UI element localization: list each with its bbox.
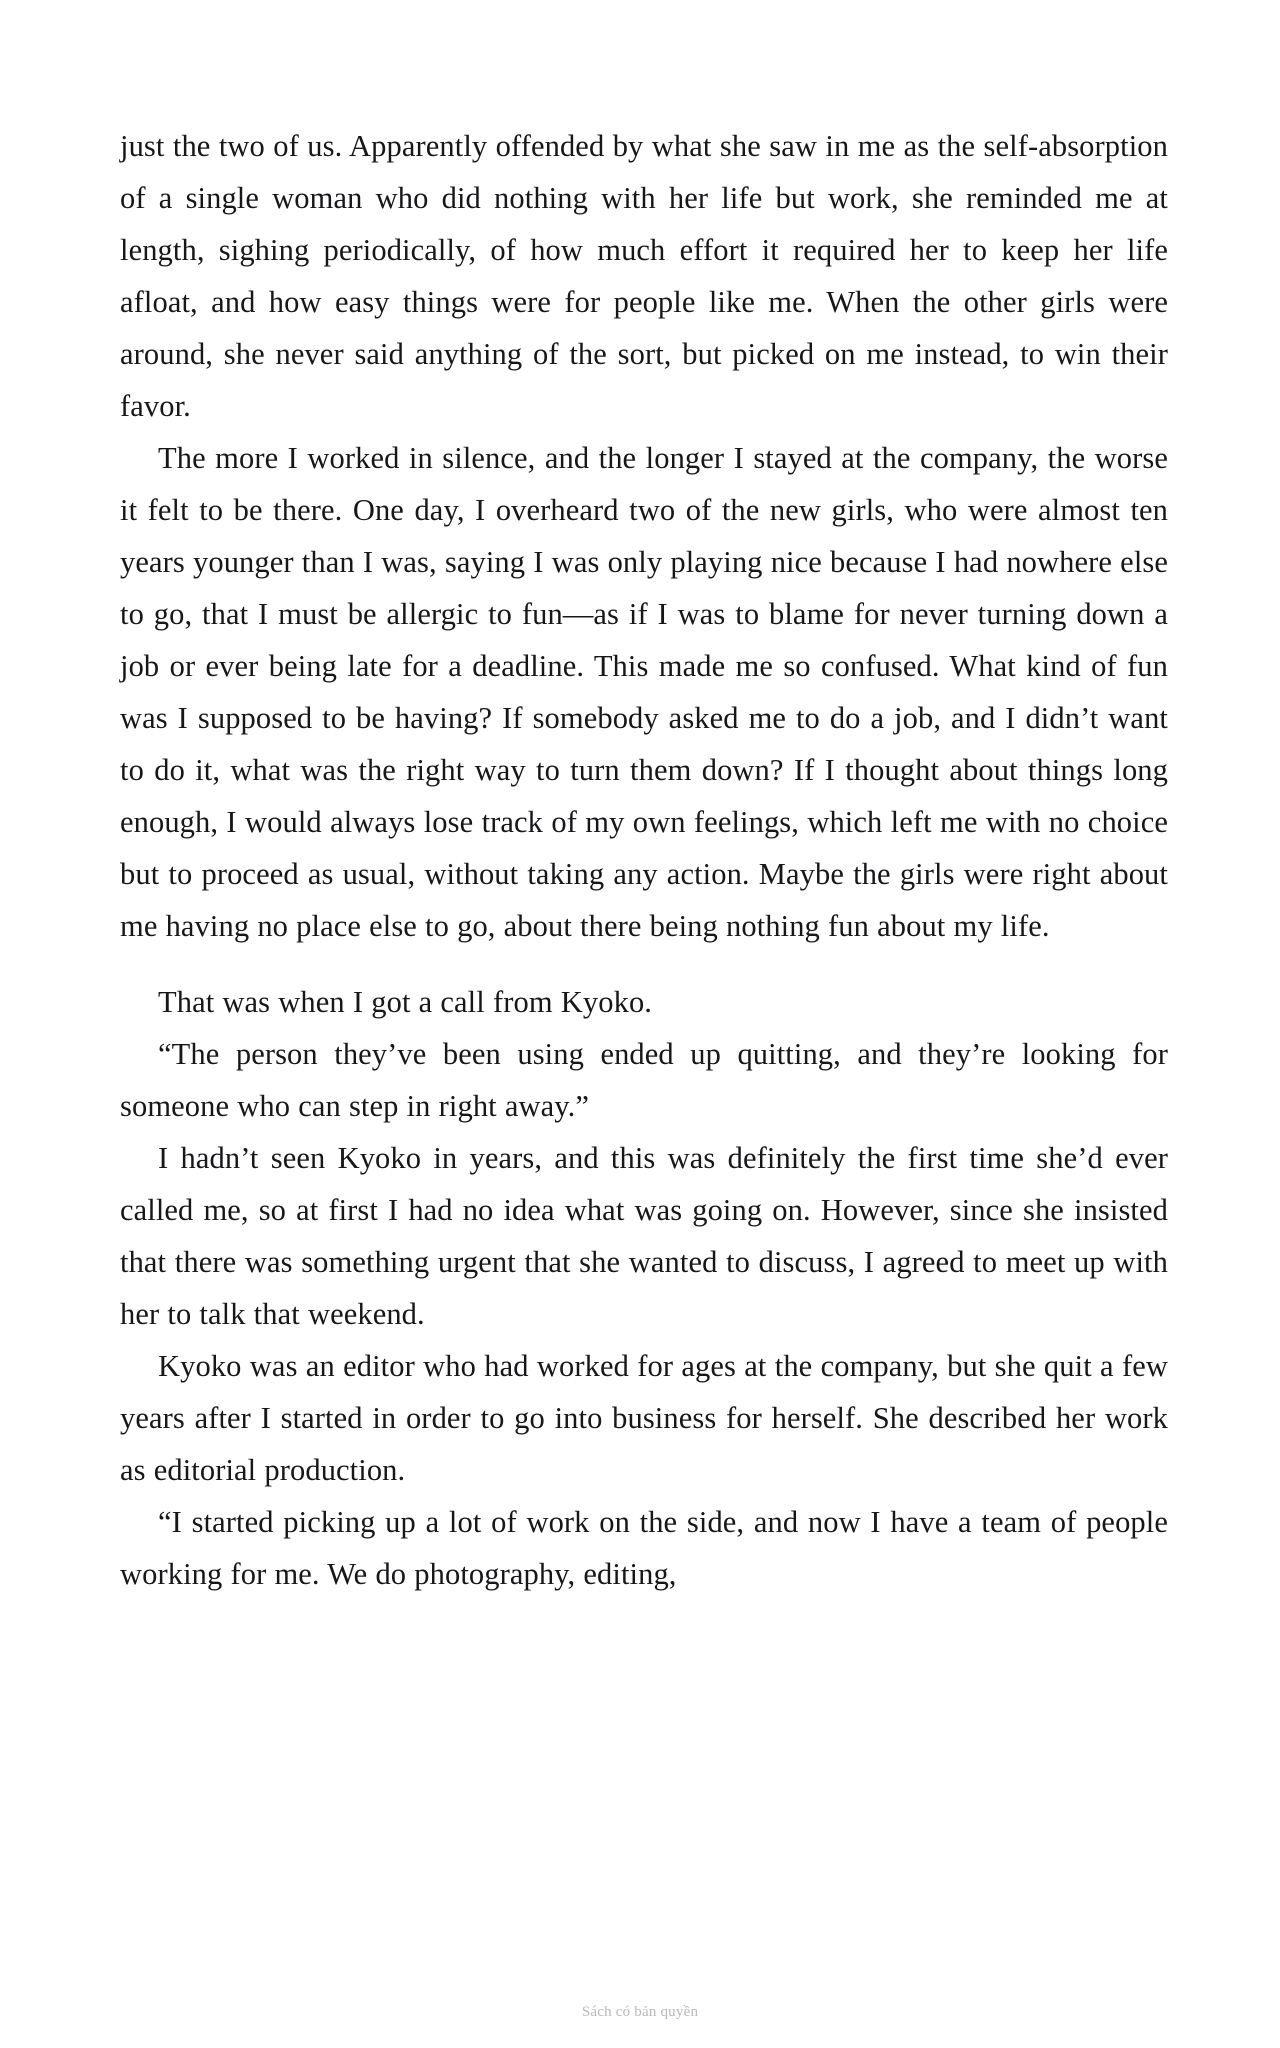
paragraph-quote-started: “I started picking up a lot of work on the side, and now I have a team of people working for me. We do photography, editing,: [120, 1505, 1168, 1591]
paragraph-call: That was when I got a call from Kyoko.: [158, 985, 653, 1019]
page-watermark: Sách có bản quyền: [581, 2004, 699, 2020]
paragraph-hadnt-seen: I hadn’t seen Kyoko in years, and this was definitely the first time she’d ever called me, so at first I had no idea what was going on. However, since she insisted that there was something urgent that she wanted to discuss, I agreed to meet up with her to talk that weekend.: [120, 1141, 1168, 1331]
paragraph-continued: just the two of us. Apparently offended by what she saw in me as the self-absorption of a single woman who did nothing with her life but work, she reminded me at length, sighing periodically, of how much effort it required her to keep her life afloat, and how easy things were for people like me. When the other girls were around, she never said anything of the sort, but picked on me instead, to win their favor.: [120, 129, 1168, 423]
page-text-block: [120, 120, 1168, 1600]
paragraph-quote-person: “The person they’ve been using ended up quitting, and they’re looking for someone who can step in right away.”: [120, 1037, 1168, 1123]
paragraph-kyoko-editor: Kyoko was an editor who had worked for ages at the company, but she quit a few years after I started in order to go into business for herself. She described her work as editorial production.: [120, 1349, 1168, 1487]
paragraph-silence: The more I worked in silence, and the longer I stayed at the company, the worse it felt to be there. One day, I overheard two of the new girls, who were almost ten years younger than I was, saying I was only playing nice because I had nowhere else to go, that I must be allergic to fun—as if I was to blame for never turning down a job or ever being late for a deadline. This made me so confused. What kind of fun was I supposed to be having? If somebody asked me to do a job, and I didn’t want to do it, what was the right way to turn them down? If I thought about things long enough, I would always lose track of my own feelings, which left me with no choice but to proceed as usual, without taking any action. Maybe the girls were right about me having no place else to go, about there being nothing fun about my life.: [120, 441, 1168, 943]
